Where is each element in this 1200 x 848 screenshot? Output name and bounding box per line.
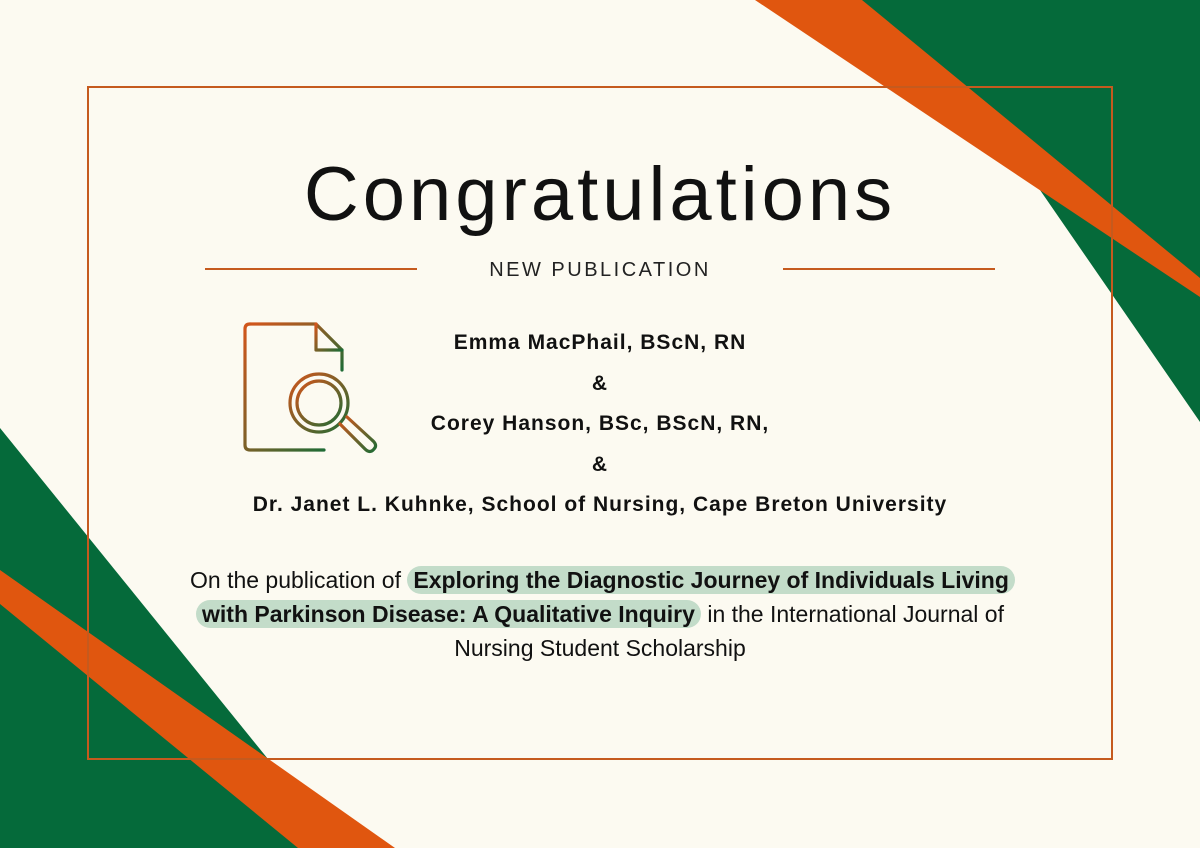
author-emma-macphail: Emma MacPhail, BScN, RN (453, 331, 747, 354)
description-prefix: On the publication of (190, 567, 408, 593)
author-janet-kuhnke: Dr. Janet L. Kuhnke, School of Nursing, Cape Breton University (252, 493, 948, 516)
article-title: Exploring the Diagnostic Journey of Individuals Living with Parkinson Disease: A Qualitative Inquiry (196, 566, 1015, 628)
author-separator: & (591, 372, 609, 395)
divider-right (783, 268, 995, 270)
author-separator: & (591, 453, 609, 476)
subtitle: NEW PUBLICATION (489, 259, 711, 281)
page-title: Congratulations (303, 152, 897, 237)
publication-description (190, 563, 1010, 665)
description-suffix: in the International Journal of Nursing Student Scholarship (454, 601, 1004, 661)
author-corey-hanson: Corey Hanson, BSc, BScN, RN, (430, 412, 770, 435)
